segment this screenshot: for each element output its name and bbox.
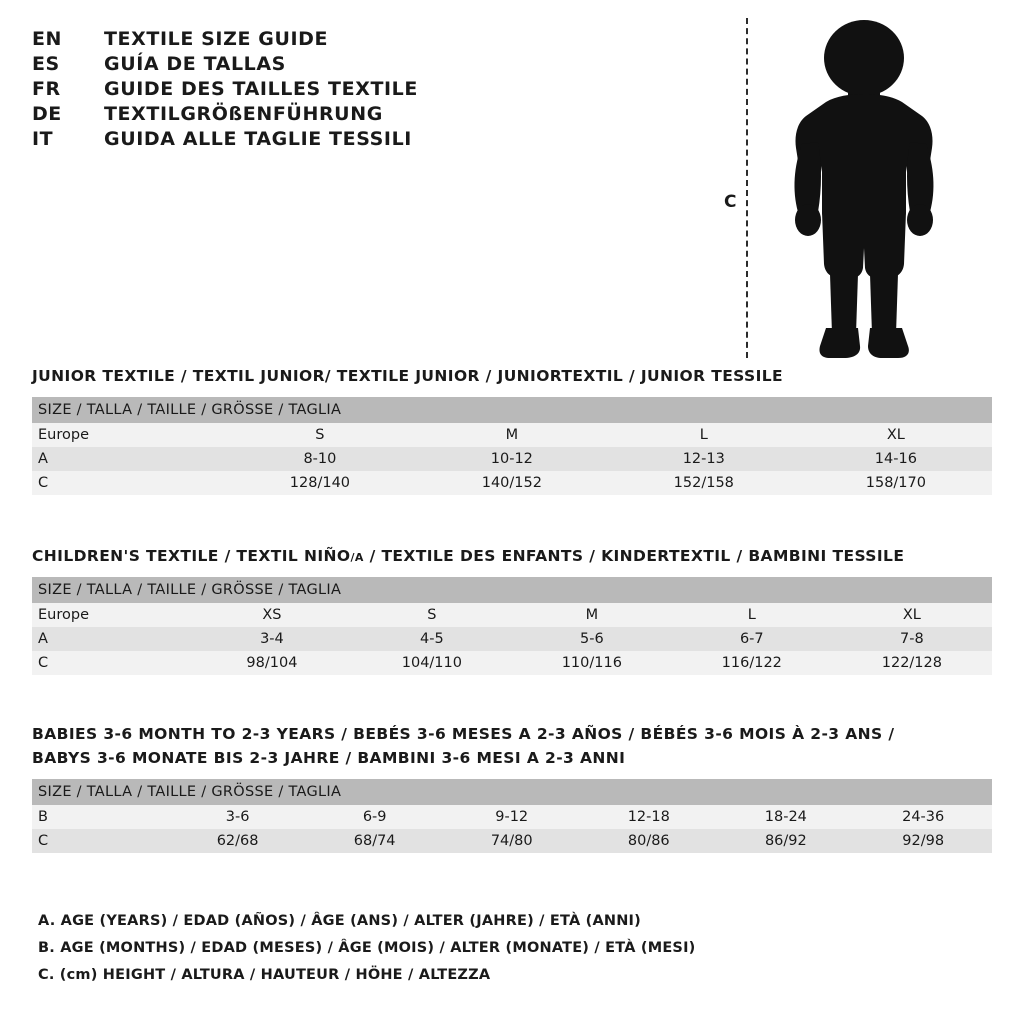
height-measure-line xyxy=(746,18,748,358)
title-row-es xyxy=(32,53,552,75)
cell: XL xyxy=(800,423,992,447)
section-children-heading-sub: /A xyxy=(350,551,364,564)
cell: XL xyxy=(832,603,992,627)
row-label-c: C xyxy=(32,651,192,675)
title-text-es: GUÍA DE TALLAS xyxy=(104,53,286,75)
table-row xyxy=(32,423,992,447)
cell: S xyxy=(224,423,416,447)
footnotes xyxy=(38,913,938,994)
title-lang-it: IT xyxy=(32,128,54,150)
title-row-en xyxy=(32,28,552,50)
cell: 86/92 xyxy=(717,829,854,853)
cell: 74/80 xyxy=(443,829,580,853)
title-row-fr xyxy=(32,78,552,100)
row-label-europe: Europe xyxy=(32,423,224,447)
section-children-heading xyxy=(32,544,992,568)
row-label-a: A xyxy=(32,627,192,651)
section-junior-heading: JUNIOR TEXTILE / TEXTIL JUNIOR/ TEXTILE JUNIOR / JUNIORTEXTIL / JUNIOR TESSILE xyxy=(32,367,784,385)
cell: 10-12 xyxy=(416,447,608,471)
title-row-de xyxy=(32,103,552,125)
figure-area xyxy=(724,10,984,360)
section-babies-heading-line2: BABYS 3-6 MONATE BIS 2-3 JAHRE / BAMBINI 3-6 MESI A 2-3 ANNI xyxy=(32,749,626,768)
height-measure-label: C xyxy=(724,192,737,212)
junior-table-header-label: SIZE / TALLA / TAILLE / GRÖSSE / TAGLIA xyxy=(32,397,992,423)
title-row-it xyxy=(32,128,552,150)
section-junior xyxy=(32,364,992,495)
row-label-a: A xyxy=(32,447,224,471)
row-label-c: C xyxy=(32,471,224,495)
table-row xyxy=(32,651,992,675)
cell: 62/68 xyxy=(169,829,306,853)
cell: 68/74 xyxy=(306,829,443,853)
cell: 18-24 xyxy=(717,805,854,829)
table-row xyxy=(32,447,992,471)
title-text-it: GUIDA ALLE TAGLIE TESSILI xyxy=(104,128,412,150)
table-header-row xyxy=(32,577,992,603)
cell: S xyxy=(352,603,512,627)
cell: 12-13 xyxy=(608,447,800,471)
cell: M xyxy=(512,603,672,627)
cell: 80/86 xyxy=(580,829,717,853)
cell: 7-8 xyxy=(832,627,992,651)
cell: 122/128 xyxy=(832,651,992,675)
title-lang-fr: FR xyxy=(32,78,61,100)
row-label-europe: Europe xyxy=(32,603,192,627)
cell: 14-16 xyxy=(800,447,992,471)
cell: 128/140 xyxy=(224,471,416,495)
cell: 140/152 xyxy=(416,471,608,495)
cell: XS xyxy=(192,603,352,627)
cell: M xyxy=(416,423,608,447)
title-block xyxy=(32,28,552,153)
babies-table-header-label: SIZE / TALLA / TAILLE / GRÖSSE / TAGLIA xyxy=(32,779,992,805)
row-label-c: C xyxy=(32,829,169,853)
row-label-b: B xyxy=(32,805,169,829)
cell: L xyxy=(672,603,832,627)
title-lang-es: ES xyxy=(32,53,60,75)
cell: 3-6 xyxy=(169,805,306,829)
cell: 24-36 xyxy=(854,805,992,829)
cell: 8-10 xyxy=(224,447,416,471)
table-row xyxy=(32,627,992,651)
cell: 12-18 xyxy=(580,805,717,829)
cell: 4-5 xyxy=(352,627,512,651)
table-row xyxy=(32,805,992,829)
section-children-heading-pre: CHILDREN'S TEXTILE / TEXTIL NIÑO xyxy=(32,547,351,565)
title-text-en: TEXTILE SIZE GUIDE xyxy=(104,28,329,50)
table-row xyxy=(32,471,992,495)
cell: 104/110 xyxy=(352,651,512,675)
table-header-row xyxy=(32,779,992,805)
junior-size-table xyxy=(32,397,992,495)
table-row xyxy=(32,829,992,853)
section-children-heading-post: / TEXTILE DES ENFANTS / KINDERTEXTIL / BAMBINI TESSILE xyxy=(363,547,905,565)
title-lang-en: EN xyxy=(32,28,62,50)
cell: 116/122 xyxy=(672,651,832,675)
children-size-table xyxy=(32,577,992,675)
footnote-b: B. AGE (MONTHS) / EDAD (MESES) / ÂGE (MOIS) / ALTER (MONATE) / ETÀ (MESI) xyxy=(38,940,696,956)
cell: 6-9 xyxy=(306,805,443,829)
cell: 110/116 xyxy=(512,651,672,675)
cell: 9-12 xyxy=(443,805,580,829)
title-text-fr: GUIDE DES TAILLES TEXTILE xyxy=(104,78,418,100)
children-table-header-label: SIZE / TALLA / TAILLE / GRÖSSE / TAGLIA xyxy=(32,577,992,603)
cell: 98/104 xyxy=(192,651,352,675)
table-header-row xyxy=(32,397,992,423)
title-text-de: TEXTILGRÖßENFÜHRUNG xyxy=(104,103,383,125)
cell: 6-7 xyxy=(672,627,832,651)
cell: 5-6 xyxy=(512,627,672,651)
cell: 152/158 xyxy=(608,471,800,495)
cell: 158/170 xyxy=(800,471,992,495)
babies-size-table xyxy=(32,779,992,853)
section-babies xyxy=(32,722,992,853)
section-babies-heading xyxy=(32,722,992,770)
footnote-c: C. (cm) HEIGHT / ALTURA / HAUTEUR / HÖHE / ALTEZZA xyxy=(38,967,491,983)
table-row xyxy=(32,603,992,627)
cell: 3-4 xyxy=(192,627,352,651)
cell: 92/98 xyxy=(854,829,992,853)
child-silhouette-icon xyxy=(764,16,964,368)
section-babies-heading-line1: BABIES 3-6 MONTH TO 2-3 YEARS / BEBÉS 3-6 MESES A 2-3 AÑOS / BÉBÉS 3-6 MOIS À 2-3 ANS / xyxy=(32,725,895,743)
section-children xyxy=(32,544,992,675)
footnote-a: A. AGE (YEARS) / EDAD (AÑOS) / ÂGE (ANS) / ALTER (JAHRE) / ETÀ (ANNI) xyxy=(38,913,641,929)
cell: L xyxy=(608,423,800,447)
title-lang-de: DE xyxy=(32,103,62,125)
